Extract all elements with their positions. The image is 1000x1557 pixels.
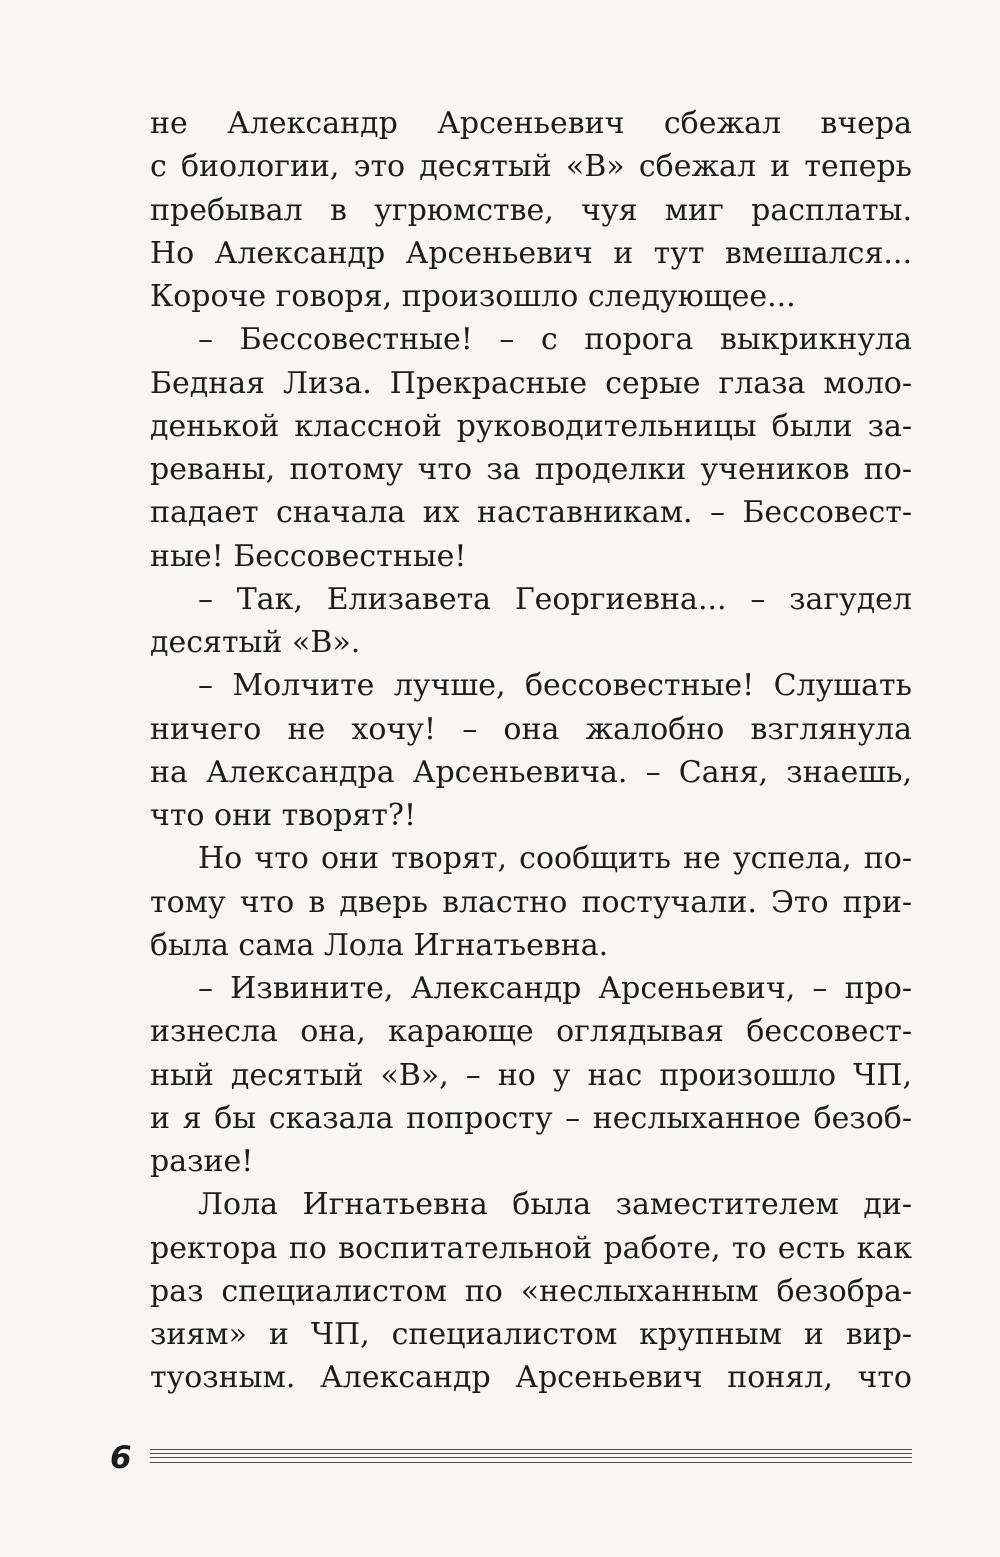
text-line: Но что они творят, сообщить не успела, по- (198, 841, 912, 877)
text-line: – Так, Елизавета Георгиевна... – загудел (198, 581, 912, 617)
text-line: ректора по воспитательной работе, то есть как (150, 1230, 912, 1266)
text-line: что они творят?! (150, 798, 417, 833)
text-line: падает сначала их наставникам. – Бессовест- (150, 495, 912, 531)
text-line: десятый «В». (150, 625, 361, 660)
text-line: реваны, потому что за проделки учеников по- (150, 452, 912, 487)
text-line: зиям» и ЧП, специалистом крупным и вир- (150, 1317, 912, 1352)
text-line: – Бессовестные! – с порога выкрикнула (198, 322, 912, 358)
text-line: раз специалистом по «неслыханным безобра- (150, 1273, 912, 1309)
text-line: Бедная Лиза. Прекрасные серые глаза моло- (150, 365, 912, 401)
footer-rule (150, 1449, 912, 1463)
text-line: ничего не хочу! – она жалобно взглянула (150, 711, 912, 747)
text-line: и я бы сказала попросту – неслыханное безоб- (150, 1100, 912, 1136)
text-line: тому что в дверь властно постучали. Это при- (150, 884, 912, 920)
text-line: туозным. Александр Арсеньевич понял, что (150, 1360, 912, 1396)
text-line: – Молчите лучше, бессовестные! Слушать (198, 668, 912, 704)
text-line: Но Александр Арсеньевич и тут вмешался... (150, 235, 912, 271)
text-line: пребывал в угрюмстве, чуя миг расплаты. (150, 192, 912, 228)
text-line: на Александра Арсеньевича. – Саня, знаешь, (150, 754, 912, 790)
page-body-text (150, 102, 912, 1400)
text-line: денькой классной руководительницы были за- (150, 408, 912, 444)
text-line: Короче говоря, произошло следующее... (150, 279, 796, 314)
text-line: ный десятый «В», – но у нас произошло ЧП, (150, 1057, 912, 1093)
text-line: не Александр Арсеньевич сбежал вчера (150, 106, 912, 141)
text-line: изнесла она, карающе оглядывая бессовест- (150, 1014, 912, 1050)
text-line: разие! (150, 1144, 254, 1179)
text-line: – Извините, Александр Арсеньевич, – про- (198, 971, 912, 1006)
page-footer (110, 1436, 912, 1480)
text-line: ные! Бессовестные! (150, 538, 467, 574)
text-line: была сама Лола Игнатьевна. (150, 927, 609, 963)
page-number: 6 (110, 1440, 132, 1476)
text-line: с биологии, это десятый «В» сбежал и теперь (150, 149, 912, 185)
text-line: Лола Игнатьевна была заместителем ди- (198, 1187, 912, 1223)
